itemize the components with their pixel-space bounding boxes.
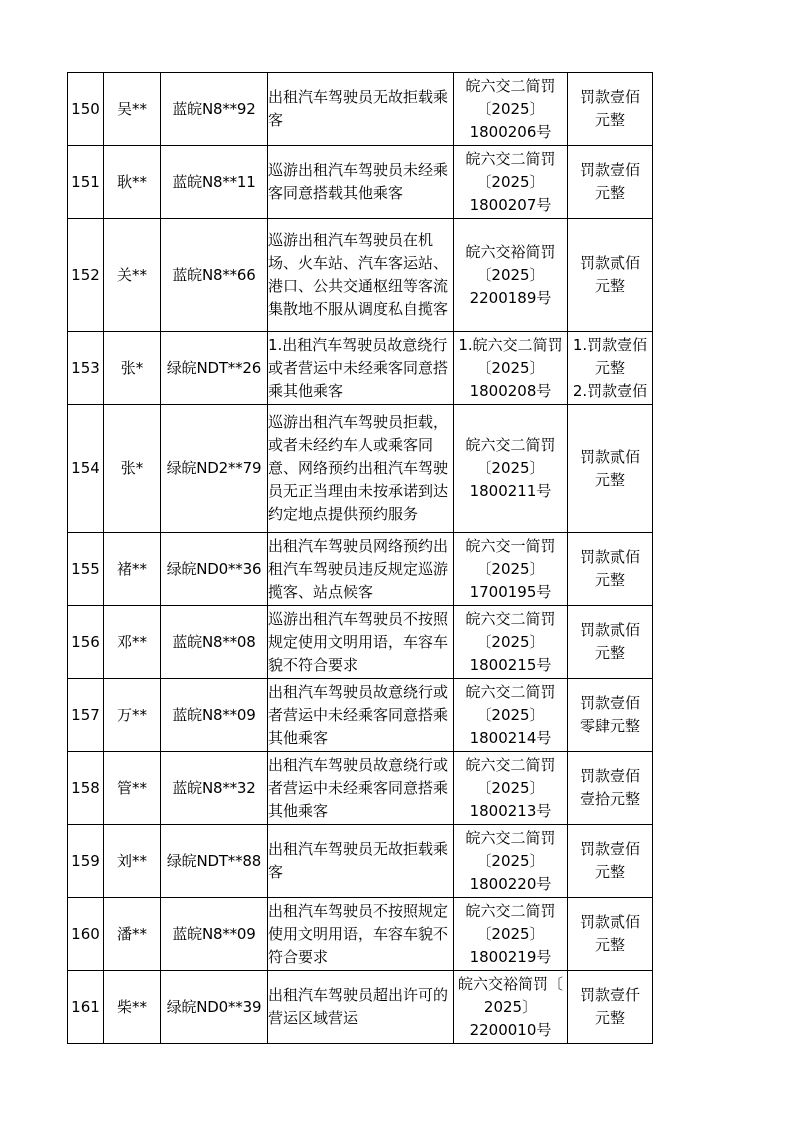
violation-text: 出租汽车驾驶员无故拒载乘客 bbox=[268, 840, 449, 881]
violation-text: 出租汽车驾驶员不按照规定使用文明用语，车容车貌不符合要求 bbox=[268, 901, 449, 966]
violation-description bbox=[268, 219, 454, 332]
decision-number-line: 皖六交二简罚 bbox=[465, 901, 556, 920]
violation-text: 巡游出租汽车驾驶员在机场、火车站、汽车客运站、港口、公共交通枢纽等客流集散地不服从调度私自揽客 bbox=[268, 231, 449, 318]
violation-description bbox=[268, 332, 454, 405]
decision-number-line: 1800213号 bbox=[469, 801, 552, 820]
decision-number-line: 〔2025〕 bbox=[476, 705, 545, 724]
decision-number bbox=[454, 405, 568, 533]
violation-description bbox=[268, 146, 454, 219]
penalty-amount-line: 罚款壹佰 bbox=[579, 694, 640, 712]
penalty-amount bbox=[568, 679, 653, 752]
party-name: 刘** bbox=[104, 825, 161, 898]
violation-description bbox=[268, 971, 454, 1044]
penalty-amount-line: 罚款壹佰 bbox=[579, 88, 640, 106]
decision-number-line: 皖六交二简罚 bbox=[465, 436, 556, 454]
license-plate: 蓝皖N8**66 bbox=[161, 219, 268, 332]
penalty-amount-line: 元整 bbox=[594, 470, 625, 489]
license-plate: 绿皖NDT**88 bbox=[161, 825, 268, 898]
penalty-table-body bbox=[68, 73, 653, 1044]
violation-text: 出租汽车驾驶员网络预约出租汽车驾驶员违反规定巡游揽客、站点候客 bbox=[268, 536, 449, 601]
decision-number bbox=[454, 752, 568, 825]
penalty-amount-line: 元整 bbox=[594, 863, 625, 881]
violation-description bbox=[268, 533, 454, 606]
decision-number-line: 皖六交裕简罚〔 bbox=[457, 974, 563, 993]
party-name: 管** bbox=[104, 752, 161, 825]
license-plate: 绿皖NDT**26 bbox=[161, 332, 268, 405]
penalty-amount-line: 零肆元整 bbox=[579, 717, 640, 735]
party-name: 柴** bbox=[104, 971, 161, 1044]
table-row bbox=[68, 679, 653, 752]
violation-description bbox=[268, 73, 454, 146]
table-row bbox=[68, 971, 653, 1044]
decision-number-line: 1800219号 bbox=[469, 947, 552, 966]
penalty-amount-line: 元整 bbox=[594, 571, 625, 589]
violation-text: 出租汽车驾驶员无故拒载乘客 bbox=[268, 88, 449, 129]
violation-description bbox=[268, 679, 454, 752]
penalty-amount-line: 罚款贰佰 bbox=[579, 913, 640, 931]
decision-number-line: 〔2025〕 bbox=[476, 778, 545, 797]
decision-number-line: 皖六交二简罚 bbox=[465, 76, 556, 95]
decision-number bbox=[454, 606, 568, 679]
decision-number-line: 〔2025〕 bbox=[476, 172, 545, 191]
decision-number bbox=[454, 533, 568, 606]
penalty-amount bbox=[568, 405, 653, 533]
penalty-amount-line: 元整 bbox=[594, 936, 625, 954]
table-row bbox=[68, 825, 653, 898]
decision-number bbox=[454, 219, 568, 332]
decision-number-line: 〔2025〕 bbox=[476, 632, 545, 651]
row-number: 161 bbox=[68, 971, 104, 1044]
table-row bbox=[68, 219, 653, 332]
violation-text: 出租汽车驾驶员故意绕行或者营运中未经乘客同意搭乘其他乘客 bbox=[268, 755, 449, 820]
table-row bbox=[68, 533, 653, 606]
decision-number-line: 〔2025〕 bbox=[476, 559, 545, 578]
violation-text: 1.出租汽车驾驶员故意绕行或者营运中未经乘客同意搭乘其他乘客 bbox=[268, 335, 449, 400]
table-row bbox=[68, 73, 653, 146]
decision-number-line: 〔2025〕 bbox=[476, 99, 545, 118]
party-name: 邓** bbox=[104, 606, 161, 679]
party-name: 吴** bbox=[104, 73, 161, 146]
penalty-amount-line: 2.罚款壹佰 bbox=[572, 381, 648, 400]
decision-number-line: 皖六交二简罚 bbox=[465, 609, 556, 628]
license-plate: 绿皖ND0**36 bbox=[161, 533, 268, 606]
row-number: 160 bbox=[68, 898, 104, 971]
row-number: 156 bbox=[68, 606, 104, 679]
license-plate: 绿皖ND0**39 bbox=[161, 971, 268, 1044]
penalty-amount bbox=[568, 606, 653, 679]
party-name: 褚** bbox=[104, 533, 161, 606]
decision-number-line: 1800220号 bbox=[469, 874, 552, 893]
license-plate: 蓝皖N8**32 bbox=[161, 752, 268, 825]
decision-number bbox=[454, 679, 568, 752]
penalty-table bbox=[67, 72, 653, 1044]
table-row bbox=[68, 332, 653, 405]
violation-text: 出租汽车驾驶员超出许可的营运区域营运 bbox=[268, 986, 449, 1027]
penalty-amount-line: 罚款贰佰 bbox=[579, 447, 640, 466]
party-name: 关** bbox=[104, 219, 161, 332]
decision-number-line: 皖六交二简罚 bbox=[465, 682, 556, 701]
violation-description bbox=[268, 752, 454, 825]
penalty-amount-line: 壹拾元整 bbox=[579, 790, 640, 808]
penalty-amount bbox=[568, 898, 653, 971]
penalty-amount bbox=[568, 219, 653, 332]
decision-number-line: 〔2025〕 bbox=[476, 358, 545, 377]
row-number: 151 bbox=[68, 146, 104, 219]
license-plate: 蓝皖N8**08 bbox=[161, 606, 268, 679]
penalty-amount-line: 元整 bbox=[594, 1009, 625, 1027]
penalty-amount bbox=[568, 332, 653, 405]
party-name: 张* bbox=[104, 332, 161, 405]
decision-number-line: 1800214号 bbox=[469, 728, 552, 747]
decision-number bbox=[454, 971, 568, 1044]
row-number: 159 bbox=[68, 825, 104, 898]
table-row bbox=[68, 752, 653, 825]
penalty-amount bbox=[568, 825, 653, 898]
penalty-amount-line: 元整 bbox=[594, 111, 625, 129]
decision-number-line: 1700195号 bbox=[469, 582, 552, 601]
decision-number bbox=[454, 332, 568, 405]
violation-description bbox=[268, 898, 454, 971]
decision-number-line: 1800208号 bbox=[469, 381, 552, 400]
penalty-amount-line: 元整 bbox=[594, 644, 625, 662]
penalty-amount-line: 罚款贰佰 bbox=[579, 621, 640, 639]
row-number: 158 bbox=[68, 752, 104, 825]
decision-number-line: 皖六交裕简罚 bbox=[465, 242, 556, 261]
decision-number-line: 1800207号 bbox=[469, 195, 552, 214]
penalty-amount bbox=[568, 533, 653, 606]
party-name: 潘** bbox=[104, 898, 161, 971]
violation-description bbox=[268, 405, 454, 533]
decision-number-line: 〔2025〕 bbox=[476, 924, 545, 943]
license-plate: 蓝皖N8**11 bbox=[161, 146, 268, 219]
decision-number-line: 2200189号 bbox=[469, 288, 552, 307]
decision-number-line: 1800215号 bbox=[469, 655, 552, 674]
penalty-amount-line: 罚款贰佰 bbox=[579, 548, 640, 566]
decision-number-line: 〔2025〕 bbox=[476, 459, 545, 477]
row-number: 152 bbox=[68, 219, 104, 332]
license-plate: 绿皖ND2**79 bbox=[161, 405, 268, 533]
decision-number-line: 2025〕 bbox=[483, 997, 538, 1016]
decision-number-line: 〔2025〕 bbox=[476, 851, 545, 870]
party-name: 耿** bbox=[104, 146, 161, 219]
license-plate: 蓝皖N8**92 bbox=[161, 73, 268, 146]
party-name: 张* bbox=[104, 405, 161, 533]
penalty-amount-line: 罚款壹佰 bbox=[579, 161, 640, 179]
table-row bbox=[68, 898, 653, 971]
decision-number-line: 2200010号 bbox=[469, 1020, 552, 1039]
penalty-amount-line: 罚款壹佰 bbox=[579, 767, 640, 785]
penalty-amount bbox=[568, 971, 653, 1044]
row-number: 153 bbox=[68, 332, 104, 405]
violation-description bbox=[268, 825, 454, 898]
decision-number-line: 〔2025〕 bbox=[476, 265, 545, 284]
penalty-amount-line: 罚款贰佰 bbox=[579, 254, 640, 272]
decision-number-line: 皖六交二简罚 bbox=[465, 828, 556, 847]
penalty-amount bbox=[568, 752, 653, 825]
license-plate: 蓝皖N8**09 bbox=[161, 679, 268, 752]
decision-number bbox=[454, 73, 568, 146]
penalty-amount-line: 罚款壹仟 bbox=[579, 986, 640, 1004]
decision-number bbox=[454, 146, 568, 219]
penalty-amount-line: 元整 bbox=[594, 184, 625, 202]
penalty-amount bbox=[568, 73, 653, 146]
row-number: 150 bbox=[68, 73, 104, 146]
violation-description bbox=[268, 606, 454, 679]
penalty-amount-line: 1.罚款壹佰 bbox=[572, 335, 648, 354]
violation-text: 巡游出租汽车驾驶员未经乘客同意搭载其他乘客 bbox=[268, 161, 449, 202]
violation-text: 出租汽车驾驶员故意绕行或者营运中未经乘客同意搭乘其他乘客 bbox=[268, 682, 449, 747]
decision-number bbox=[454, 898, 568, 971]
decision-number bbox=[454, 825, 568, 898]
table-row bbox=[68, 146, 653, 219]
decision-number-line: 1.皖六交二简罚 bbox=[458, 335, 563, 354]
penalty-amount-line: 元整 bbox=[594, 277, 625, 295]
decision-number-line: 1800206号 bbox=[469, 122, 552, 141]
violation-text: 巡游出租汽车驾驶员不按照规定使用文明用语，车容车貌不符合要求 bbox=[268, 609, 449, 674]
row-number: 155 bbox=[68, 533, 104, 606]
decision-number-line: 皖六交二简罚 bbox=[465, 149, 556, 168]
penalty-amount-line: 罚款壹佰 bbox=[579, 840, 640, 858]
decision-number-line: 皖六交一简罚 bbox=[465, 536, 556, 555]
table-row bbox=[68, 405, 653, 533]
row-number: 157 bbox=[68, 679, 104, 752]
penalty-amount-line: 元整 bbox=[594, 358, 625, 377]
license-plate: 蓝皖N8**09 bbox=[161, 898, 268, 971]
decision-number-line: 皖六交二简罚 bbox=[465, 755, 556, 774]
row-number: 154 bbox=[68, 405, 104, 533]
decision-number-line: 1800211号 bbox=[469, 482, 552, 500]
table-row bbox=[68, 606, 653, 679]
party-name: 万** bbox=[104, 679, 161, 752]
violation-text: 巡游出租汽车驾驶员拒载，或者未经约车人或乘客同意、网络预约出租汽车驾驶员无正当理由未按承诺到达约定地点提供预约服务 bbox=[268, 413, 449, 523]
penalty-amount bbox=[568, 146, 653, 219]
